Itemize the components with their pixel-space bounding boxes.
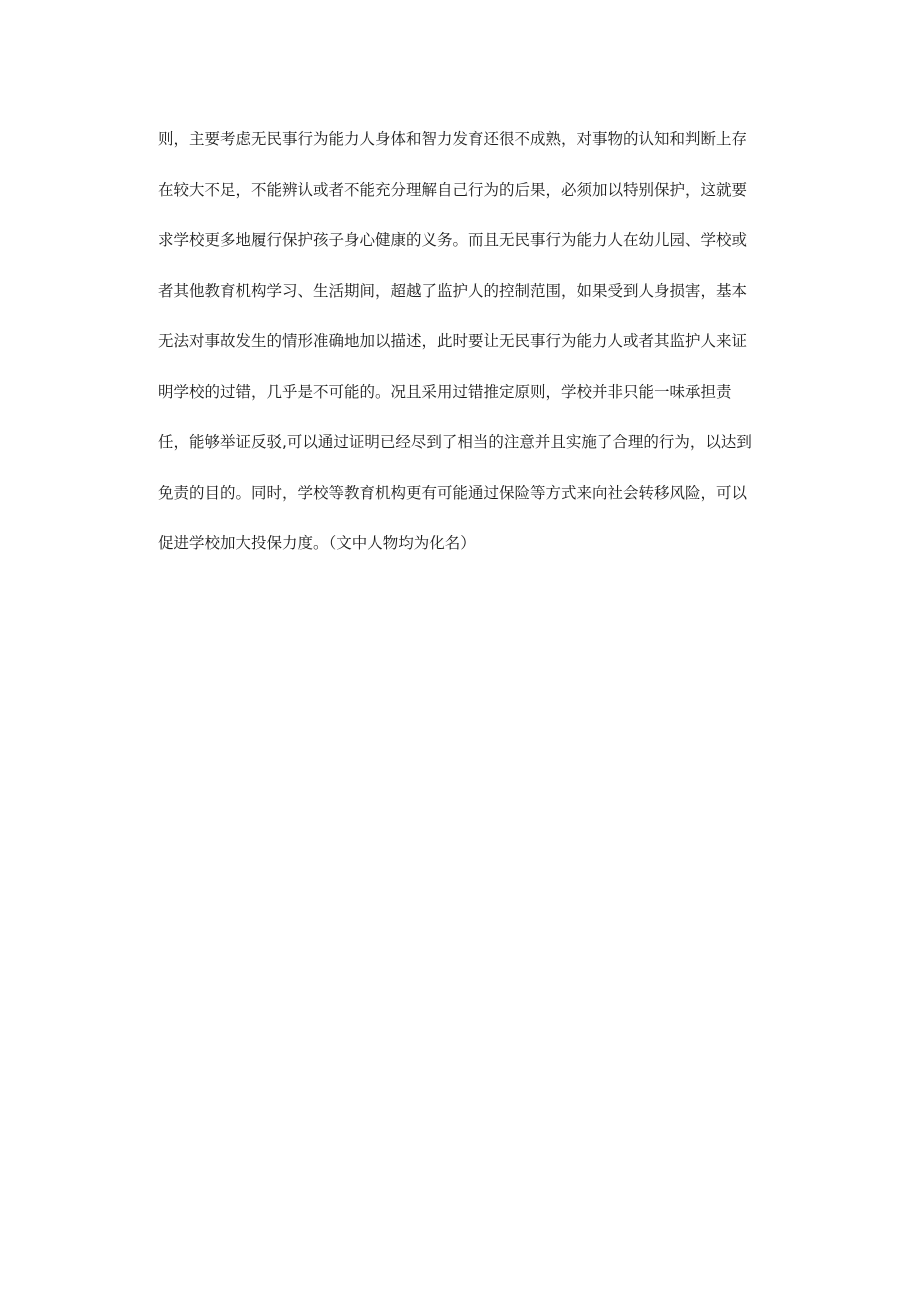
text-line: 明学校的过错，几乎是不可能的。况且采用过错推定原则，学校并非只能一味承担责 xyxy=(158,382,732,401)
text-line: 则，主要考虑无民事行为能力人身体和智力发育还很不成熟，对事物的认知和判断上存 xyxy=(158,130,748,148)
body-paragraph xyxy=(158,114,758,569)
text-line: 者其他教育机构学习、生活期间，超越了监护人的控制范围，如果受到人身损害，基本 xyxy=(158,281,748,300)
text-line: 无法对事故发生的情形准确地加以描述，此时要让无民事行为能力人或者其监护人来证 xyxy=(158,332,748,350)
text-line: 促进学校加大投保力度。（文中人物均为化名） xyxy=(158,534,476,552)
text-line: 在较大不足，不能辨认或者不能充分理解自己行为的后果，必须加以特别保护，这就要 xyxy=(158,180,748,199)
text-line: 免责的目的。同时，学校等教育机构更有可能通过保险等方式来向社会转移风险，可以 xyxy=(158,483,748,502)
text-line: 任，能够举证反驳,可以通过证明已经尽到了相当的注意并且实施了合理的行为，以达到 xyxy=(158,433,752,451)
text-line: 求学校更多地履行保护孩子身心健康的义务。而且无民事行为能力人在幼儿园、学校或 xyxy=(158,231,748,249)
